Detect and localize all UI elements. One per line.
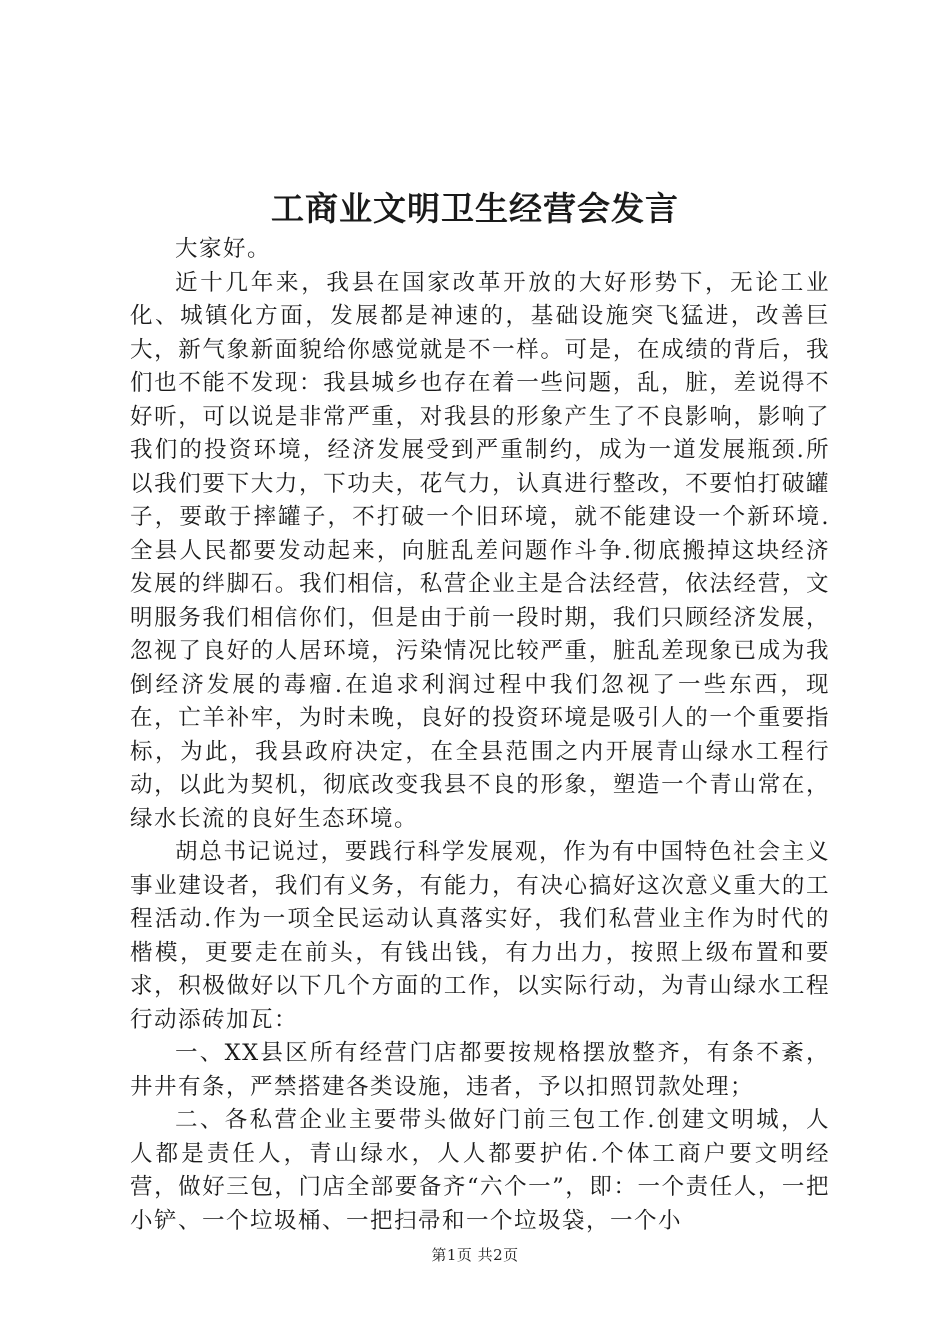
paragraph-item-one: 一、XX县区所有经营门店都要按规格摆放整齐，有条不紊，井井有条，严禁搭建各类设施，违者，予以扣照罚款处理； [130,1040,830,1100]
paragraph-item-two: 二、各私营企业主要带头做好门前三包工作.创建文明城，人人都是责任人，青山绿水，人人都要护佑.个体工商户要文明经营，做好三包，门店全部要备齐“六个一”，即：一个责任人，一把小铲、一个垃圾桶、一把扫帚和一个垃圾袋，一个小 [130,1107,830,1234]
paragraph-background: 近十几年来，我县在国家改革开放的大好形势下，无论工业化、城镇化方面，发展都是神速的，基础设施突飞猛进，改善巨大，新气象新面貌给你感觉就是不一样。可是，在成绩的背后，我们也不能不发现：我县城乡也存在着一些问题，乱，脏，差说得不好听，可以说是非常严重，对我县的形象产生了不良影响，影响了我们的投资环境，经济发展受到严重制约，成为一道发展瓶颈.所以我们要下大力，下功夫，花气力，认真进行整改，不要怕打破罐子，要敢于摔罐子，不打破一个旧环境，就不能建设一个新环境.全县人民都要发动起来，向脏乱差问题作斗争.彻底搬掉这块经济发展的绊脚石。我们相信，私营企业主是合法经营，依法经营，文明服务我们相信你们，但是由于前一段时期，我们只顾经济发展，忽视了良好的人居环境，污染情况比较严重，脏乱差现象已成为我倒经济发展的毒瘤.在追求利润过程中我们忽视了一些东西，现在，亡羊补牢，为时未晚，良好的投资环境是吸引人的一个重要指标，为此，我县政府决定，在全县范围之内开展青山绿水工程行动，以此为契机，彻底改变我县不良的形象，塑造一个青山常在，绿水长流的良好生态环境。 [130,269,830,832]
paragraph-greeting: 大家好。 [175,236,272,262]
document-body [130,233,830,1238]
document-title: 工商业文明卫生经营会发言 [271,189,679,228]
page-footer: 第1页 共2页 [431,1246,519,1264]
paragraph-development-view: 胡总书记说过，要践行科学发展观，作为有中国特色社会主义事业建设者，我们有义务，有能力，有决心搞好这次意义重大的工程活动.作为一项全民运动认真落实好，我们私营业主作为时代的楷模，更要走在前头，有钱出钱，有力出力，按照上级布置和要求，积极做好以下几个方面的工作，以实际行动，为青山绿水工程行动添砖加瓦： [130,839,830,1033]
